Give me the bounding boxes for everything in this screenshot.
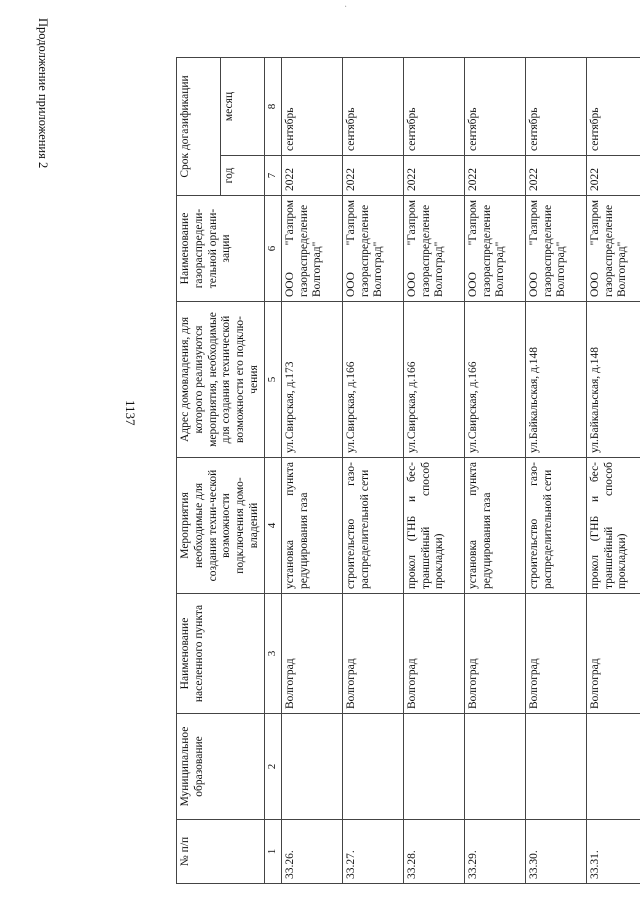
table-row: [281, 58, 342, 884]
column-number: 8: [264, 58, 281, 156]
row-measure: прокол (ГНБ и бес-траншейный способ прокладки): [586, 458, 640, 594]
row-address: ул.Свирская, д.166: [342, 302, 403, 458]
row-settlement: Волгоград: [525, 594, 586, 714]
row-number: 33.26.: [281, 820, 342, 884]
row-org: ООО "Газпром газораспределение Волгоград": [464, 196, 525, 302]
row-municipal: [342, 714, 403, 820]
column-number-row: [264, 58, 281, 884]
header-org: Наименование газораспредели-тельной органи-зации: [177, 196, 265, 302]
row-municipal: [525, 714, 586, 820]
row-measure: установка пункта редуцирования газа: [464, 458, 525, 594]
row-number: 33.29.: [464, 820, 525, 884]
row-month: сентябрь: [281, 58, 342, 156]
row-org: ООО "Газпром газораспределение Волгоград": [281, 196, 342, 302]
edge-mark: .: [342, 5, 353, 8]
header-municipal: Муниципальное образование: [177, 714, 265, 820]
header-measures: Мероприятия необходимые для создания техни-ческой возможности подключения домо-владений: [177, 458, 265, 594]
header-year: год: [220, 156, 264, 196]
row-measure: строительство газо-распределительной сети: [342, 458, 403, 594]
header-month: месяц: [220, 58, 264, 156]
row-month: сентябрь: [464, 58, 525, 156]
header-settlement: Наименование населенного пункта: [177, 594, 265, 714]
column-number: 3: [264, 594, 281, 714]
row-year: 2022: [342, 156, 403, 196]
row-settlement: Волгоград: [586, 594, 640, 714]
row-measure: строительство газо-распределительной сети: [525, 458, 586, 594]
row-number: 33.28.: [403, 820, 464, 884]
appendix-continuation-note: Продолжение приложения 2: [36, 18, 50, 169]
row-settlement: Волгоград: [464, 594, 525, 714]
header-row: [177, 58, 221, 884]
table-row: [525, 58, 586, 884]
row-number: 33.27.: [342, 820, 403, 884]
row-settlement: Волгоград: [342, 594, 403, 714]
row-number: 33.31.: [586, 820, 640, 884]
table-row: [403, 58, 464, 884]
column-number: 4: [264, 458, 281, 594]
row-month: сентябрь: [342, 58, 403, 156]
row-month: сентябрь: [525, 58, 586, 156]
table-row: [342, 58, 403, 884]
column-number: 5: [264, 302, 281, 458]
row-year: 2022: [586, 156, 640, 196]
column-number: 6: [264, 196, 281, 302]
table-row: [586, 58, 640, 884]
header-address: Адрес домовладения, для которого реализуются мероприятия, необходимые для создания технической возможности его подклю-чения: [177, 302, 265, 458]
row-address: ул.Байкальская, д.148: [586, 302, 640, 458]
row-address: ул.Свирская, д.166: [464, 302, 525, 458]
row-address: ул.Свирская, д.166: [403, 302, 464, 458]
row-municipal: [403, 714, 464, 820]
row-settlement: Волгоград: [281, 594, 342, 714]
row-municipal: [464, 714, 525, 820]
row-number: 33.30.: [525, 820, 586, 884]
row-org: ООО "Газпром газораспределение Волгоград": [586, 196, 640, 302]
row-year: 2022: [281, 156, 342, 196]
row-org: ООО "Газпром газораспределение Волгоград": [403, 196, 464, 302]
row-year: 2022: [525, 156, 586, 196]
row-year: 2022: [403, 156, 464, 196]
row-municipal: [586, 714, 640, 820]
row-address: ул.Свирская, д.173: [281, 302, 342, 458]
row-org: ООО "Газпром газораспределение Волгоград": [525, 196, 586, 302]
header-term: Срок догазификации: [177, 58, 221, 196]
row-measure: установка пункта редуцирования газа: [281, 458, 342, 594]
row-year: 2022: [464, 156, 525, 196]
column-number: 2: [264, 714, 281, 820]
page-number: 1137: [123, 400, 138, 426]
column-number: 1: [264, 820, 281, 884]
row-settlement: Волгоград: [403, 594, 464, 714]
row-measure: прокол (ГНБ и бес-траншейный способ прокладки): [403, 458, 464, 594]
row-address: ул.Байкальская, д.148: [525, 302, 586, 458]
row-municipal: [281, 714, 342, 820]
row-month: сентябрь: [586, 58, 640, 156]
header-num: № п/п: [177, 820, 265, 884]
row-month: сентябрь: [403, 58, 464, 156]
gasification-table: [176, 57, 640, 884]
column-number: 7: [264, 156, 281, 196]
table-row: [464, 58, 525, 884]
row-org: ООО "Газпром газораспределение Волгоград": [342, 196, 403, 302]
